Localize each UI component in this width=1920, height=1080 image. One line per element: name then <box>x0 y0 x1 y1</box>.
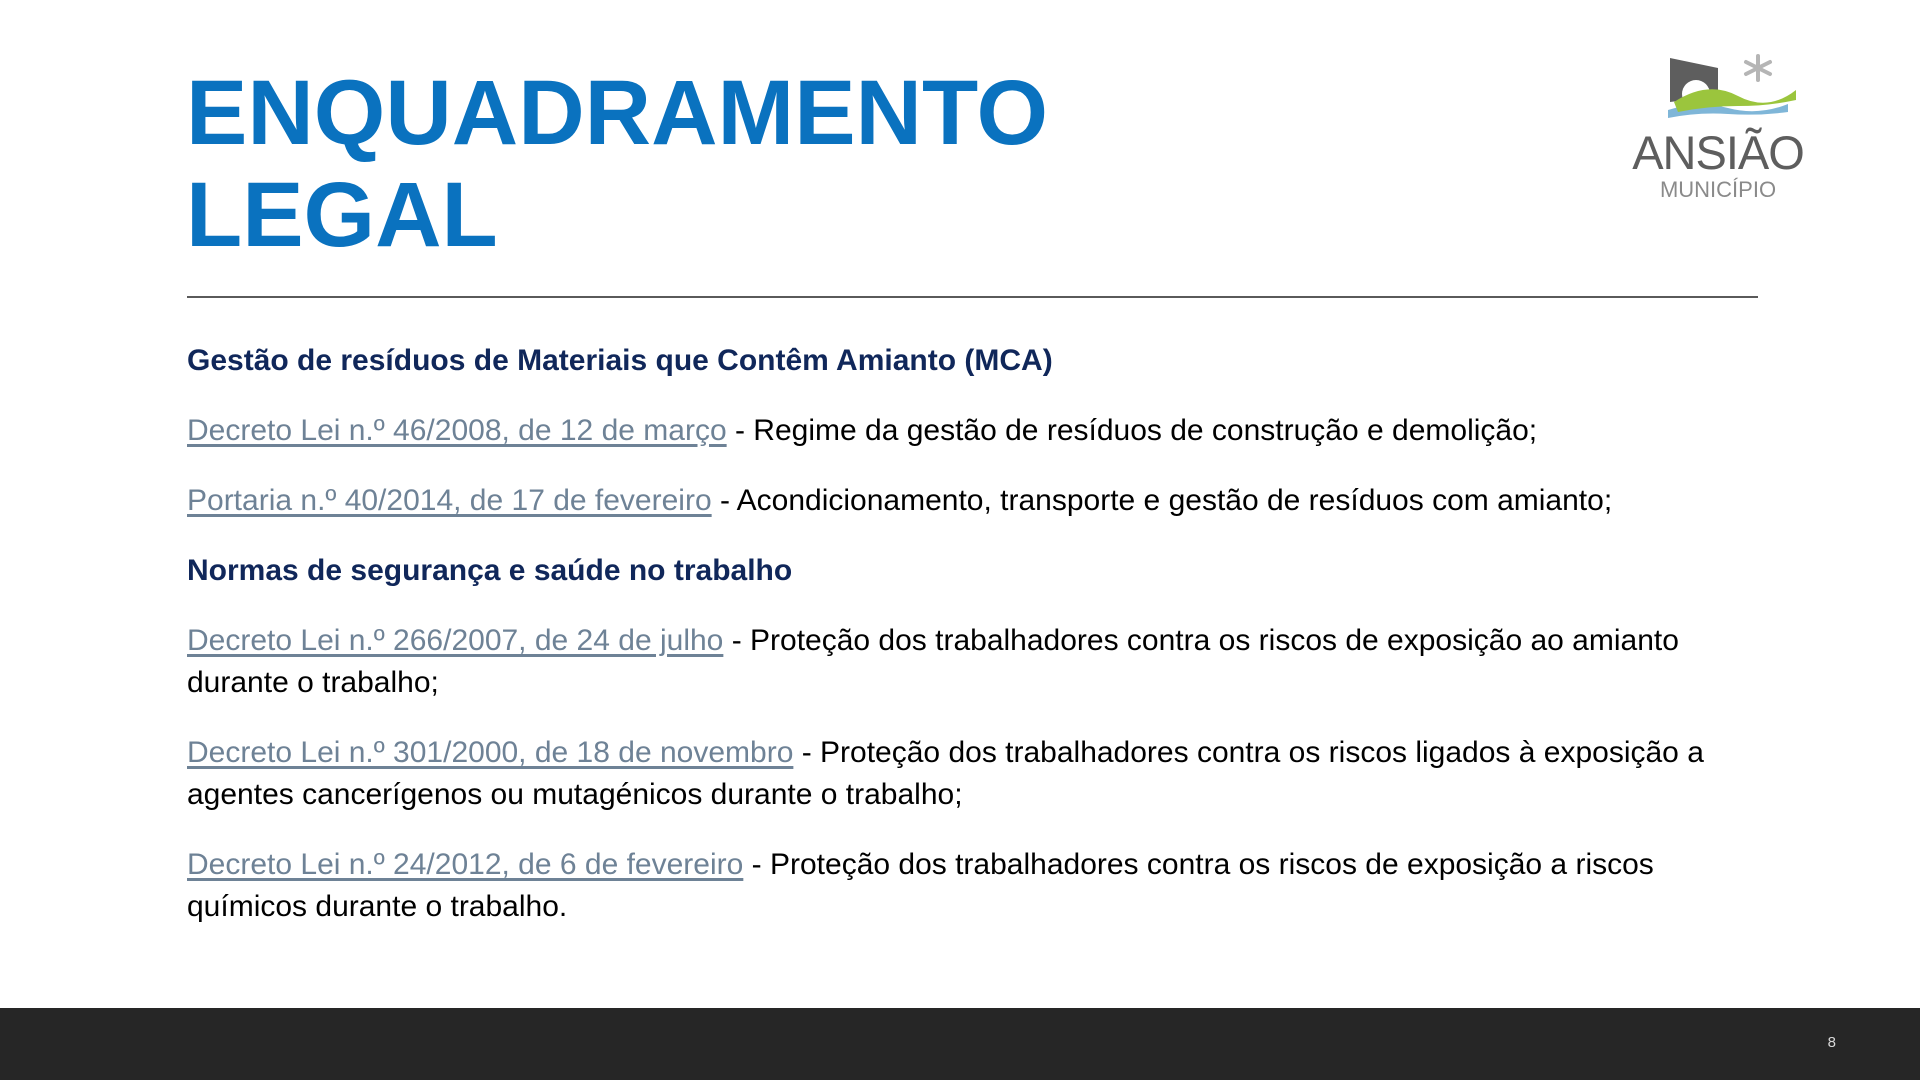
legal-description: - Proteção dos trabalhadores contra os riscos de exposição a riscos químicos durante o trabalho. <box>187 848 1654 923</box>
legal-description: - Proteção dos trabalhadores contra os riscos ligados à exposição a agentes cancerígenos ou mutagénicos durante o trabalho; <box>187 736 1704 811</box>
legal-entry <box>187 620 1767 704</box>
logo-subtitle: MUNICÍPIO <box>1659 177 1777 202</box>
slide-title <box>186 62 1048 266</box>
legal-entry <box>187 480 1767 522</box>
slide-content <box>187 340 1767 956</box>
legal-description: - Acondicionamento, transporte e gestão de resíduos com amianto; <box>711 484 1613 517</box>
legal-description: - Proteção dos trabalhadores contra os riscos de exposição ao amianto durante o trabalho; <box>187 624 1679 699</box>
legal-link[interactable]: Decreto Lei n.º 266/2007, de 24 de julho <box>187 624 724 657</box>
logo-name: ANSIÃO <box>1632 126 1804 179</box>
title-divider <box>187 296 1758 298</box>
legal-entry <box>187 410 1767 452</box>
municipality-logo <box>1618 50 1828 210</box>
footer-bar <box>0 1008 1920 1080</box>
legal-link[interactable]: Decreto Lei n.º 301/2000, de 18 de novembro <box>187 736 794 769</box>
slide-title-line-1: ENQUADRAMENTO <box>186 62 1049 164</box>
page-number: 8 <box>1827 1034 1836 1051</box>
legal-entry <box>187 844 1767 928</box>
section-heading-waste: Gestão de resíduos de Materiais que Contêm Amianto (MCA) <box>187 344 1053 377</box>
legal-link[interactable]: Decreto Lei n.º 24/2012, de 6 de fevereiro <box>187 848 744 881</box>
legal-description: - Regime da gestão de resíduos de construção e demolição; <box>726 414 1538 447</box>
section-heading-safety: Normas de segurança e saúde no trabalho <box>187 554 793 587</box>
legal-link[interactable]: Decreto Lei n.º 46/2008, de 12 de março <box>187 414 727 447</box>
legal-entry <box>187 732 1767 816</box>
legal-link[interactable]: Portaria n.º 40/2014, de 17 de fevereiro <box>187 484 712 517</box>
slide-title-line-2: LEGAL <box>186 164 498 266</box>
logo-emblem-icon <box>1618 50 1818 130</box>
